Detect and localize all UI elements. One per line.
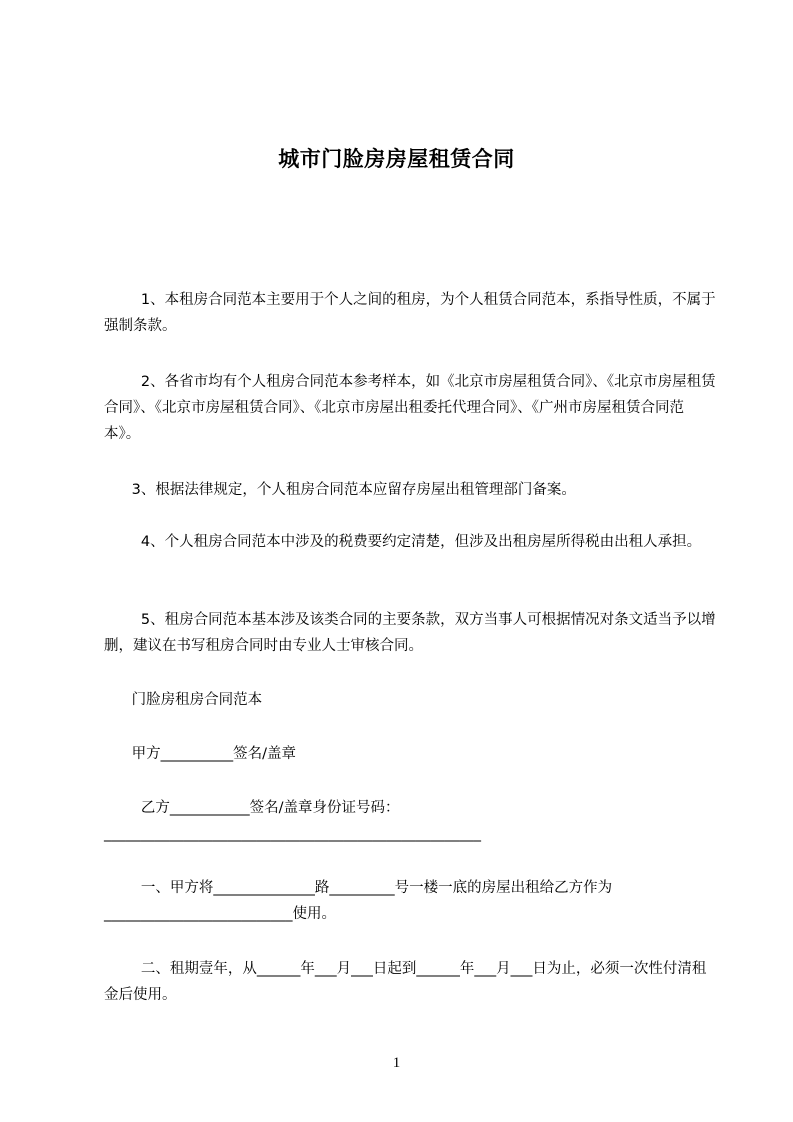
- clause-2: 二、租期壹年，从______年___月___日起到______年___月___日为止，必须一次性付清租金后使用。: [104, 961, 707, 1003]
- party-b-line: 乙方___________签名/盖章身份证号码：____________________________________________________: [104, 800, 481, 842]
- paragraph-3: 3、根据法律规定，个人租房合同范本应留存房屋出租管理部门备案。: [104, 482, 576, 498]
- page-number: 1: [392, 1055, 401, 1071]
- clause-1: 一、甲方将______________路_________号一楼一底的房屋出租给乙方作为__________________________使用。: [104, 880, 613, 922]
- paragraph-5: 5、租房合同范本基本涉及该类合同的主要条款，双方当事人可根据情况对条文适当予以增删，建议在书写租房合同时由专业人士审核合同。: [104, 612, 716, 654]
- paragraph-1: 1、本租房合同范本主要用于个人之间的租房，为个人租赁合同范本，系指导性质，不属于强制条款。: [104, 292, 716, 334]
- document-title: 城市门脸房房屋租赁合同: [278, 147, 515, 171]
- paragraph-2: 2、各省市均有个人租房合同范本参考样本，如《北京市房屋租赁合同》、《北京市房屋租赁合同》、《北京市房屋租赁合同》、《北京市房屋出租委托代理合同》、《广州市房屋租赁合同范本》。: [104, 374, 716, 442]
- contract-subtitle: 门脸房租房合同范本: [104, 692, 263, 708]
- paragraph-4: 4、个人租房合同范本中涉及的税费要约定清楚，但涉及出租房屋所得税由出租人承担。: [104, 534, 702, 550]
- party-a-line: 甲方__________签名/盖章: [104, 746, 297, 762]
